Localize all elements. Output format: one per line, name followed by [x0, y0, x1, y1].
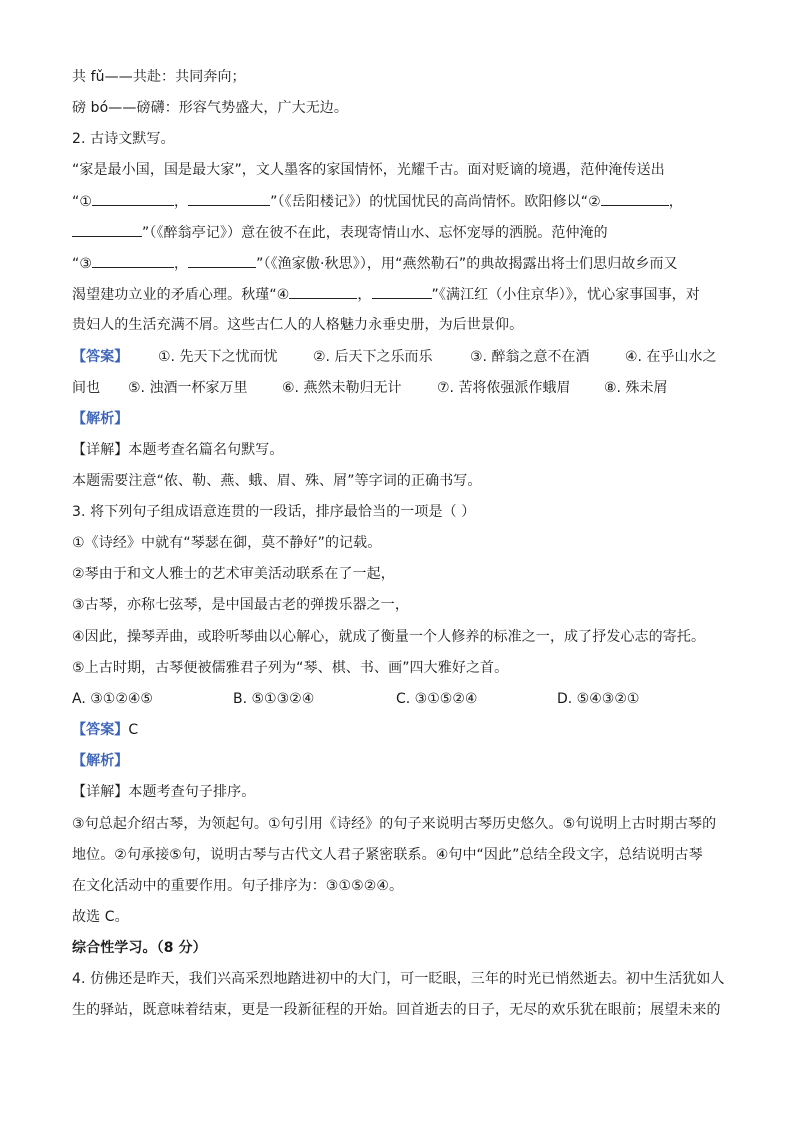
detail-tag: 【详解】: [72, 784, 129, 800]
answer-value: C: [128, 722, 139, 738]
q2-paragraph-line-3: [72, 222, 608, 243]
fill-blank[interactable]: [372, 284, 432, 299]
q2-answer-2: ②. 后天下之乐而乐: [313, 349, 433, 365]
detail-tag: 【详解】: [72, 442, 129, 458]
fill-blank[interactable]: [188, 191, 270, 206]
q4-line-1: 4. 仿佛还是昨天，我们兴高采烈地踏进初中的大门，可一眨眼，三年的时光已悄然逝去。初中生活犹如人: [72, 971, 725, 987]
text: ，: [357, 287, 372, 303]
q3-option-d[interactable]: D. ⑤④③②①: [557, 691, 640, 707]
text: ，: [174, 194, 189, 210]
q3-sentence-1: ①《诗经》中就有“琴瑟在御，莫不静好”的记载。: [72, 535, 382, 551]
q2-answer-8: ⑧. 殊未屑: [604, 380, 668, 396]
fill-blank[interactable]: [72, 222, 142, 237]
q3-title: 3. 将下列句子组成语意连贯的一段话，排序最恰当的一项是（ ）: [72, 504, 476, 520]
text: “③: [72, 256, 93, 272]
q3-sentence-3: ③古琴，亦称七弦琴，是中国最古老的弹拨乐器之一，: [72, 597, 409, 613]
q3-explanation-2: 地位。②句承接⑤句，说明古琴与古代文人君子紧密联系。④句中“因此”总结全段文字，总结说明古琴: [72, 847, 703, 863]
text: “①: [72, 194, 93, 210]
q3-analysis-tag: 【解析】: [72, 753, 129, 769]
fill-blank[interactable]: [289, 284, 357, 299]
pinyin-pang: 磅 bó——磅礴：形容气势盛大，广大无边。: [72, 100, 349, 116]
pinyin-gong: 共 fǔ——共赴：共同奔向；: [72, 69, 246, 85]
q2-answer-cont: 间也: [72, 380, 101, 396]
q3-sentence-2: ②琴由于和文人雅士的艺术审美活动联系在了一起，: [72, 566, 395, 582]
fill-blank[interactable]: [188, 253, 256, 268]
q2-answer-1: ①. 先天下之忧而忧: [158, 349, 278, 365]
text: ”（《醉翁亭记》）意在彼不在此，表现寄情山水、忘怀宠辱的洒脱。范仲淹的: [142, 225, 608, 241]
q4-line-2: 生的驿站，既意味着结束，更是一段新征程的开始。回首逝去的日子，无尽的欢乐犹在眼前；展望未来的: [72, 1002, 721, 1018]
q2-analysis-tag: 【解析】: [72, 411, 129, 427]
text: ，: [668, 194, 683, 210]
q2-answer-7: ⑦. 苦将侬强派作蛾眉: [437, 380, 571, 396]
q2-title: 2. 古诗文默写。: [72, 131, 175, 147]
q2-paragraph-line-1: “家是最小国，国是最大家”，文人墨客的家国情怀，光耀千古。面对贬谪的境遇，范仲淹传送出: [72, 162, 665, 178]
q3-option-a[interactable]: A. ③①②④⑤: [72, 691, 153, 707]
answer-tag: 【答案】: [72, 722, 129, 738]
q2-answer-4: ④. 在乎山水之: [625, 349, 717, 365]
section-title: 综合性学习。（8 分）: [72, 940, 207, 956]
text: ，: [174, 256, 189, 272]
q2-paragraph-line-6: 贵妇人的生活充满不屑。这些古仁人的人格魅力永垂史册，为后世景仰。: [72, 317, 524, 333]
fill-blank[interactable]: [92, 191, 174, 206]
text: ”（《渔家傲·秋思》），用“燕然勒石”的典故揭露出将士们思归故乡而又: [256, 256, 678, 272]
q2-detail: [72, 440, 284, 460]
q3-sentence-5: ⑤上古时期，古琴便被儒雅君子列为“琴、棋、书、画”四大雅好之首。: [72, 660, 509, 676]
q2-paragraph-line-4: [72, 253, 678, 274]
q3-explanation-1: ③句总起介绍古琴，为领起句。①句引用《诗经》的句子来说明古琴历史悠久。⑤句说明上古时期古琴的: [72, 816, 717, 832]
q2-answer-3: ③. 醉翁之意不在酒: [470, 349, 590, 365]
q3-option-b[interactable]: B. ⑤①③②④: [233, 691, 315, 707]
detail-text: 本题考查名篇名句默写。: [128, 442, 284, 458]
q3-sentence-4: ④因此，操琴弄曲，或聆听琴曲以心解心，就成了衡量一个人修养的标准之一，成了抒发心志的寄托。: [72, 629, 706, 645]
q3-option-c[interactable]: C. ③①⑤②④: [396, 691, 478, 707]
q3-answer: [72, 720, 138, 740]
text: ”《满江红（小住京华）》，忧心家事国事，对: [431, 287, 700, 303]
fill-blank[interactable]: [92, 253, 174, 268]
text: ”（《岳阳楼记》）的忧国忧民的高尚情怀。欧阳修以“②: [270, 194, 601, 210]
q2-answer-line-1: [72, 347, 128, 367]
fill-blank[interactable]: [601, 191, 669, 206]
answer-tag: 【答案】: [72, 349, 129, 365]
q2-answer-5: ⑤. 浊酒一杯家万里: [128, 380, 248, 396]
q3-explanation-3: 在文化活动中的重要作用。句子排序为：③①⑤②④。: [72, 878, 404, 894]
q2-paragraph-line-5: [72, 284, 700, 305]
q3-detail: [72, 782, 255, 802]
text: 渴望建功立业的矛盾心理。秋瑾“④: [72, 287, 290, 303]
detail-text: 本题考查句子排序。: [128, 784, 256, 800]
q3-conclusion: 故选 C。: [72, 909, 129, 925]
q2-answer-6: ⑥. 燕然未勒归无计: [282, 380, 402, 396]
q2-note: 本题需要注意“侬、勒、燕、蛾、眉、殊、屑”等字词的正确书写。: [72, 473, 482, 489]
q2-paragraph-line-2: [72, 191, 683, 212]
